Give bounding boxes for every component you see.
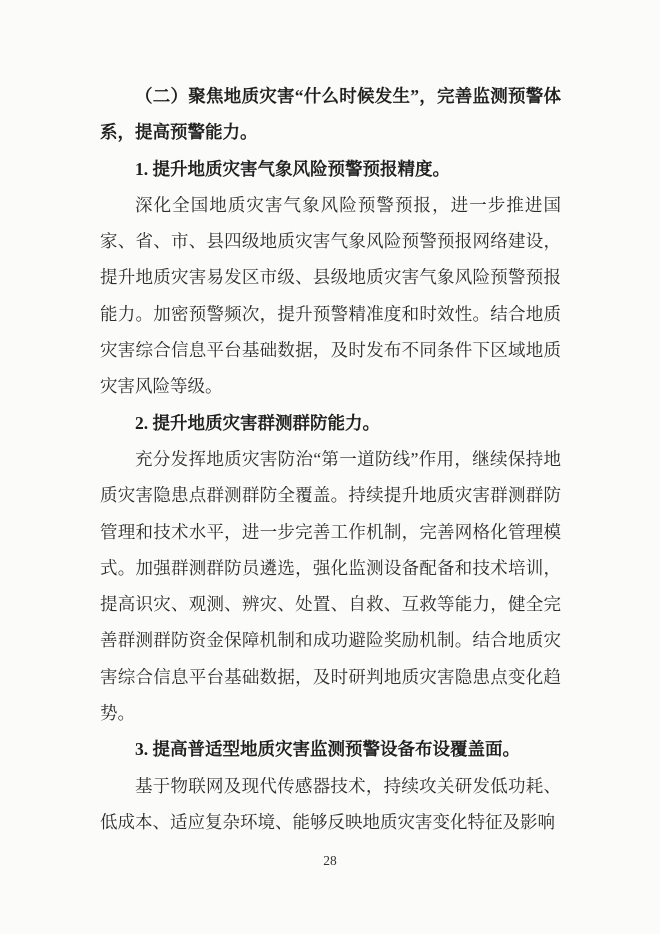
sub-heading-2: 2. 提升地质灾害群测群防能力。 (135, 412, 380, 433)
section-heading-2: （二）聚焦地质灾害“什么时候发生”，完善监测预警体系，提高预警能力。 (100, 86, 561, 143)
sub-heading-1: 1. 提升地质灾害气象风险预警预报精度。 (135, 158, 450, 179)
paragraph-universal-equipment: 基于物联网及现代传感器技术，持续攻关研发低功耗、低成本、适应复杂环境、能够反映地质灾害变化特征及影响 (100, 775, 561, 832)
sub-heading-3: 3. 提高普适型地质灾害监测预警设备布设覆盖面。 (135, 739, 520, 760)
document-page-content (100, 78, 561, 840)
paragraph-group-monitoring: 充分发挥地质灾害防治“第一道防线”作用，继续保持地质灾害隐患点群测群防全覆盖。持续提升地质灾害群测群防管理和技术水平，进一步完善工作机制，完善网格化管理模式。加强群测群防员遴选，强化监测设备配备和技术培训，提高识灾、观测、辨灾、处置、自救、互救等能力，健全完善群测群防资金保障机制和成功避险奖励机制。结合地质灾害综合信息平台基础数据，及时研判地质灾害隐患点变化趋势。 (100, 448, 561, 724)
page-number: 28 (323, 853, 337, 868)
paragraph-weather-risk-warning: 深化全国地质灾害气象风险预警预报，进一步推进国家、省、市、县四级地质灾害气象风险预警预报网络建设，提升地质灾害易发区市级、县级地质灾害气象风险预警预报能力。加密预警频次，提升预警精准度和时效性。结合地质灾害综合信息平台基础数据，及时发布不同条件下区域地质灾害风险等级。 (100, 194, 561, 397)
